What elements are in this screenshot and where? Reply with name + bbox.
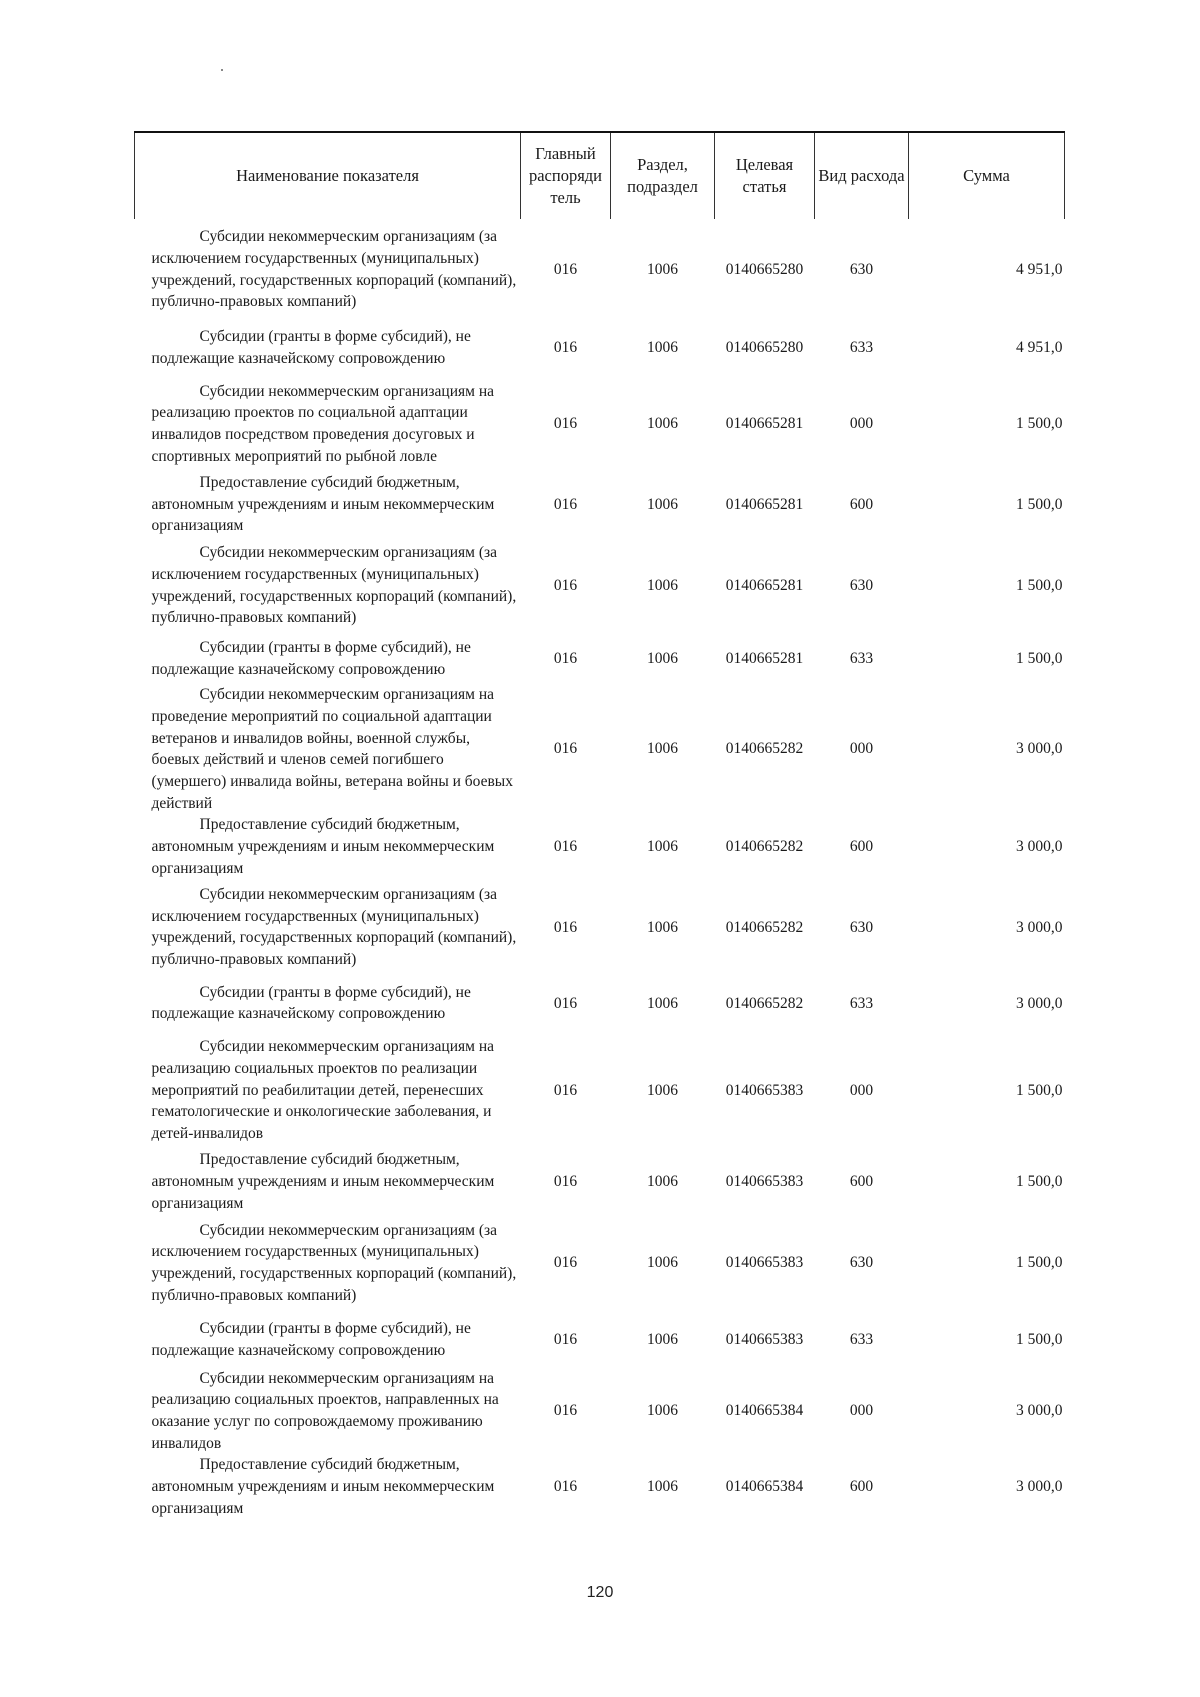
row-summa: 4 951,0	[1016, 260, 1063, 278]
row-name-text: Субсидии (гранты в форме субсидий), не подлежащие казначейскому сопровождению	[151, 983, 471, 1023]
row-name	[135, 975, 521, 1031]
row-razdel: 1006	[647, 1081, 678, 1099]
row-name-text: Предоставление субсидий бюджетным, автономным учреждениям и иным некоммерческим организациям	[151, 474, 495, 535]
page-number: 120	[586, 1584, 614, 1601]
row-name-text: Субсидии некоммерческим организациям (за исключением государственных (муниципальных) учреждений, государственных корпораций (компаний), публично-правовых компаний)	[151, 886, 517, 969]
row-name	[135, 219, 521, 320]
row-summa: 1 500,0	[1016, 495, 1063, 513]
row-csr: 0140665383	[725, 1330, 804, 1348]
row-summa: 3 000,0	[1016, 994, 1063, 1012]
row-summa: 1 500,0	[1016, 1330, 1063, 1348]
row-name-text: Субсидии некоммерческим организациям (за исключением государственных (муниципальных) учреждений, государственных корпораций (компаний), публично-правовых компаний)	[151, 1221, 517, 1304]
table-row	[135, 1215, 1065, 1312]
row-summa: 3 000,0	[1016, 838, 1063, 856]
row-razdel: 1006	[647, 415, 678, 433]
row-name	[135, 879, 521, 975]
row-name-text: Предоставление субсидий бюджетным, автономным учреждениям и иным некоммерческим организациям	[151, 1456, 495, 1517]
row-csr: 0140665281	[725, 650, 804, 668]
row-csr: 0140665282	[725, 838, 804, 856]
row-csr: 0140665281	[725, 495, 804, 513]
header-csr: Целевая статья	[715, 132, 815, 219]
row-grbs: 016	[553, 838, 578, 856]
row-summa: 1 500,0	[1016, 1254, 1063, 1272]
row-grbs: 016	[553, 740, 578, 758]
row-grbs: 016	[553, 1330, 578, 1348]
row-vr: 630	[849, 918, 874, 936]
table-row	[135, 1149, 1065, 1214]
row-grbs: 016	[553, 576, 578, 594]
table-row	[135, 472, 1065, 537]
table-row	[135, 634, 1065, 684]
row-grbs: 016	[553, 339, 578, 357]
row-razdel: 1006	[647, 1402, 678, 1420]
row-razdel: 1006	[647, 740, 678, 758]
table-row	[135, 814, 1065, 879]
row-razdel: 1006	[647, 838, 678, 856]
row-name	[135, 814, 521, 879]
row-razdel: 1006	[647, 339, 678, 357]
row-csr: 0140665282	[725, 918, 804, 936]
row-csr: 0140665384	[725, 1478, 804, 1496]
row-vr: 633	[849, 650, 874, 668]
row-vr: 633	[849, 994, 874, 1012]
row-grbs: 016	[553, 415, 578, 433]
header-name: Наименование показателя	[135, 132, 521, 219]
row-grbs: 016	[553, 495, 578, 513]
row-summa: 3 000,0	[1016, 740, 1063, 758]
row-grbs: 016	[553, 1173, 578, 1191]
row-name-text: Субсидии некоммерческим организациям на реализацию социальных проектов, направленных на оказание услуг по сопровождаемому проживанию инвалидов	[151, 1369, 499, 1452]
table-row	[135, 1031, 1065, 1149]
row-vr: 600	[849, 1173, 874, 1191]
row-summa: 3 000,0	[1016, 1402, 1063, 1420]
row-csr: 0140665280	[725, 260, 804, 278]
row-csr: 0140665281	[725, 415, 804, 433]
row-vr: 000	[849, 740, 874, 758]
table-row	[135, 219, 1065, 320]
row-razdel: 1006	[647, 1330, 678, 1348]
table-row	[135, 975, 1065, 1031]
row-csr: 0140665281	[725, 576, 804, 594]
row-name	[135, 1454, 521, 1519]
row-razdel: 1006	[647, 576, 678, 594]
row-summa: 3 000,0	[1016, 918, 1063, 936]
header-grbs: Главный распоряди тель	[521, 132, 611, 219]
table-row	[135, 1454, 1065, 1519]
row-razdel: 1006	[647, 1254, 678, 1272]
table-row	[135, 376, 1065, 472]
row-razdel: 1006	[647, 1478, 678, 1496]
table-row	[135, 320, 1065, 376]
row-razdel: 1006	[647, 650, 678, 668]
row-name	[135, 537, 521, 634]
table-body	[135, 219, 1065, 1519]
row-grbs: 016	[553, 1402, 578, 1420]
row-name	[135, 684, 521, 814]
row-summa: 1 500,0	[1016, 576, 1063, 594]
table-header	[135, 132, 1065, 219]
row-summa: 1 500,0	[1016, 415, 1063, 433]
row-csr: 0140665280	[725, 339, 804, 357]
row-vr: 630	[849, 1254, 874, 1272]
row-csr: 0140665383	[725, 1173, 804, 1191]
header-summa: Сумма	[909, 132, 1065, 219]
row-name	[135, 1031, 521, 1149]
row-grbs: 016	[553, 1478, 578, 1496]
table-row	[135, 537, 1065, 634]
row-vr: 600	[849, 1478, 874, 1496]
row-name	[135, 1215, 521, 1312]
row-name-text: Субсидии (гранты в форме субсидий), не подлежащие казначейскому сопровождению	[151, 639, 471, 679]
row-razdel: 1006	[647, 994, 678, 1012]
row-grbs: 016	[553, 1081, 578, 1099]
row-summa: 1 500,0	[1016, 650, 1063, 668]
row-razdel: 1006	[647, 918, 678, 936]
row-name-text: Субсидии некоммерческим организациям на реализацию проектов по социальной адаптации инвалидов посредством проведения досуговых и спортивных мероприятий по рыбной ловле	[151, 382, 494, 465]
row-grbs: 016	[553, 918, 578, 936]
row-name	[135, 1312, 521, 1368]
row-csr: 0140665383	[725, 1081, 804, 1099]
budget-table	[134, 131, 1065, 1519]
row-csr: 0140665384	[725, 1402, 804, 1420]
row-name	[135, 634, 521, 684]
row-vr: 000	[849, 1081, 874, 1099]
row-razdel: 1006	[647, 260, 678, 278]
row-vr: 633	[849, 1330, 874, 1348]
row-razdel: 1006	[647, 495, 678, 513]
row-csr: 0140665282	[725, 994, 804, 1012]
row-name-text: Предоставление субсидий бюджетным, автономным учреждениям и иным некоммерческим организациям	[151, 816, 495, 877]
table-row	[135, 1368, 1065, 1455]
row-name-text: Субсидии некоммерческим организациям на реализацию социальных проектов по реализации мероприятий по реабилитации детей, перенесших гематологические и онкологические заболевания, и детей-инвалидов	[151, 1038, 494, 1142]
table-row	[135, 1312, 1065, 1368]
row-name-text: Предоставление субсидий бюджетным, автономным учреждениям и иным некоммерческим организациям	[151, 1151, 495, 1212]
row-vr: 630	[849, 576, 874, 594]
row-name	[135, 376, 521, 472]
row-summa: 3 000,0	[1016, 1478, 1063, 1496]
row-summa: 1 500,0	[1016, 1173, 1063, 1191]
scan-speck	[221, 69, 223, 71]
row-grbs: 016	[553, 650, 578, 668]
row-vr: 633	[849, 339, 874, 357]
row-name	[135, 320, 521, 376]
row-csr: 0140665383	[725, 1254, 804, 1272]
row-name-text: Субсидии (гранты в форме субсидий), не подлежащие казначейскому сопровождению	[151, 1319, 471, 1359]
row-vr: 000	[849, 1402, 874, 1420]
header-razdel: Раздел, подраздел	[611, 132, 715, 219]
row-name	[135, 1149, 521, 1214]
table-row	[135, 684, 1065, 814]
row-summa: 4 951,0	[1016, 339, 1063, 357]
row-name-text: Субсидии некоммерческим организациям (за исключением государственных (муниципальных) учреждений, государственных корпораций (компаний), публично-правовых компаний)	[151, 544, 517, 627]
row-vr: 630	[849, 260, 874, 278]
row-razdel: 1006	[647, 1173, 678, 1191]
row-name-text: Субсидии некоммерческим организациям (за исключением государственных (муниципальных) учреждений, государственных корпораций (компаний), публично-правовых компаний)	[151, 228, 517, 311]
table-row	[135, 879, 1065, 975]
row-csr: 0140665282	[725, 740, 804, 758]
row-name-text: Субсидии некоммерческим организациям на проведение мероприятий по социальной адаптации ветеранов и инвалидов войны, военной службы, боевых действий и членов семей погибшего (умершего) инвалида войны, ветерана войны и боевых действий	[151, 686, 513, 812]
row-vr: 000	[849, 415, 874, 433]
row-summa: 1 500,0	[1016, 1081, 1063, 1099]
row-name	[135, 1368, 521, 1455]
row-grbs: 016	[553, 260, 578, 278]
row-vr: 600	[849, 838, 874, 856]
row-grbs: 016	[553, 1254, 578, 1272]
row-vr: 600	[849, 495, 874, 513]
header-vr: Вид расхода	[815, 132, 909, 219]
row-grbs: 016	[553, 994, 578, 1012]
row-name	[135, 472, 521, 537]
row-name-text: Субсидии (гранты в форме субсидий), не подлежащие казначейскому сопровождению	[151, 328, 471, 367]
